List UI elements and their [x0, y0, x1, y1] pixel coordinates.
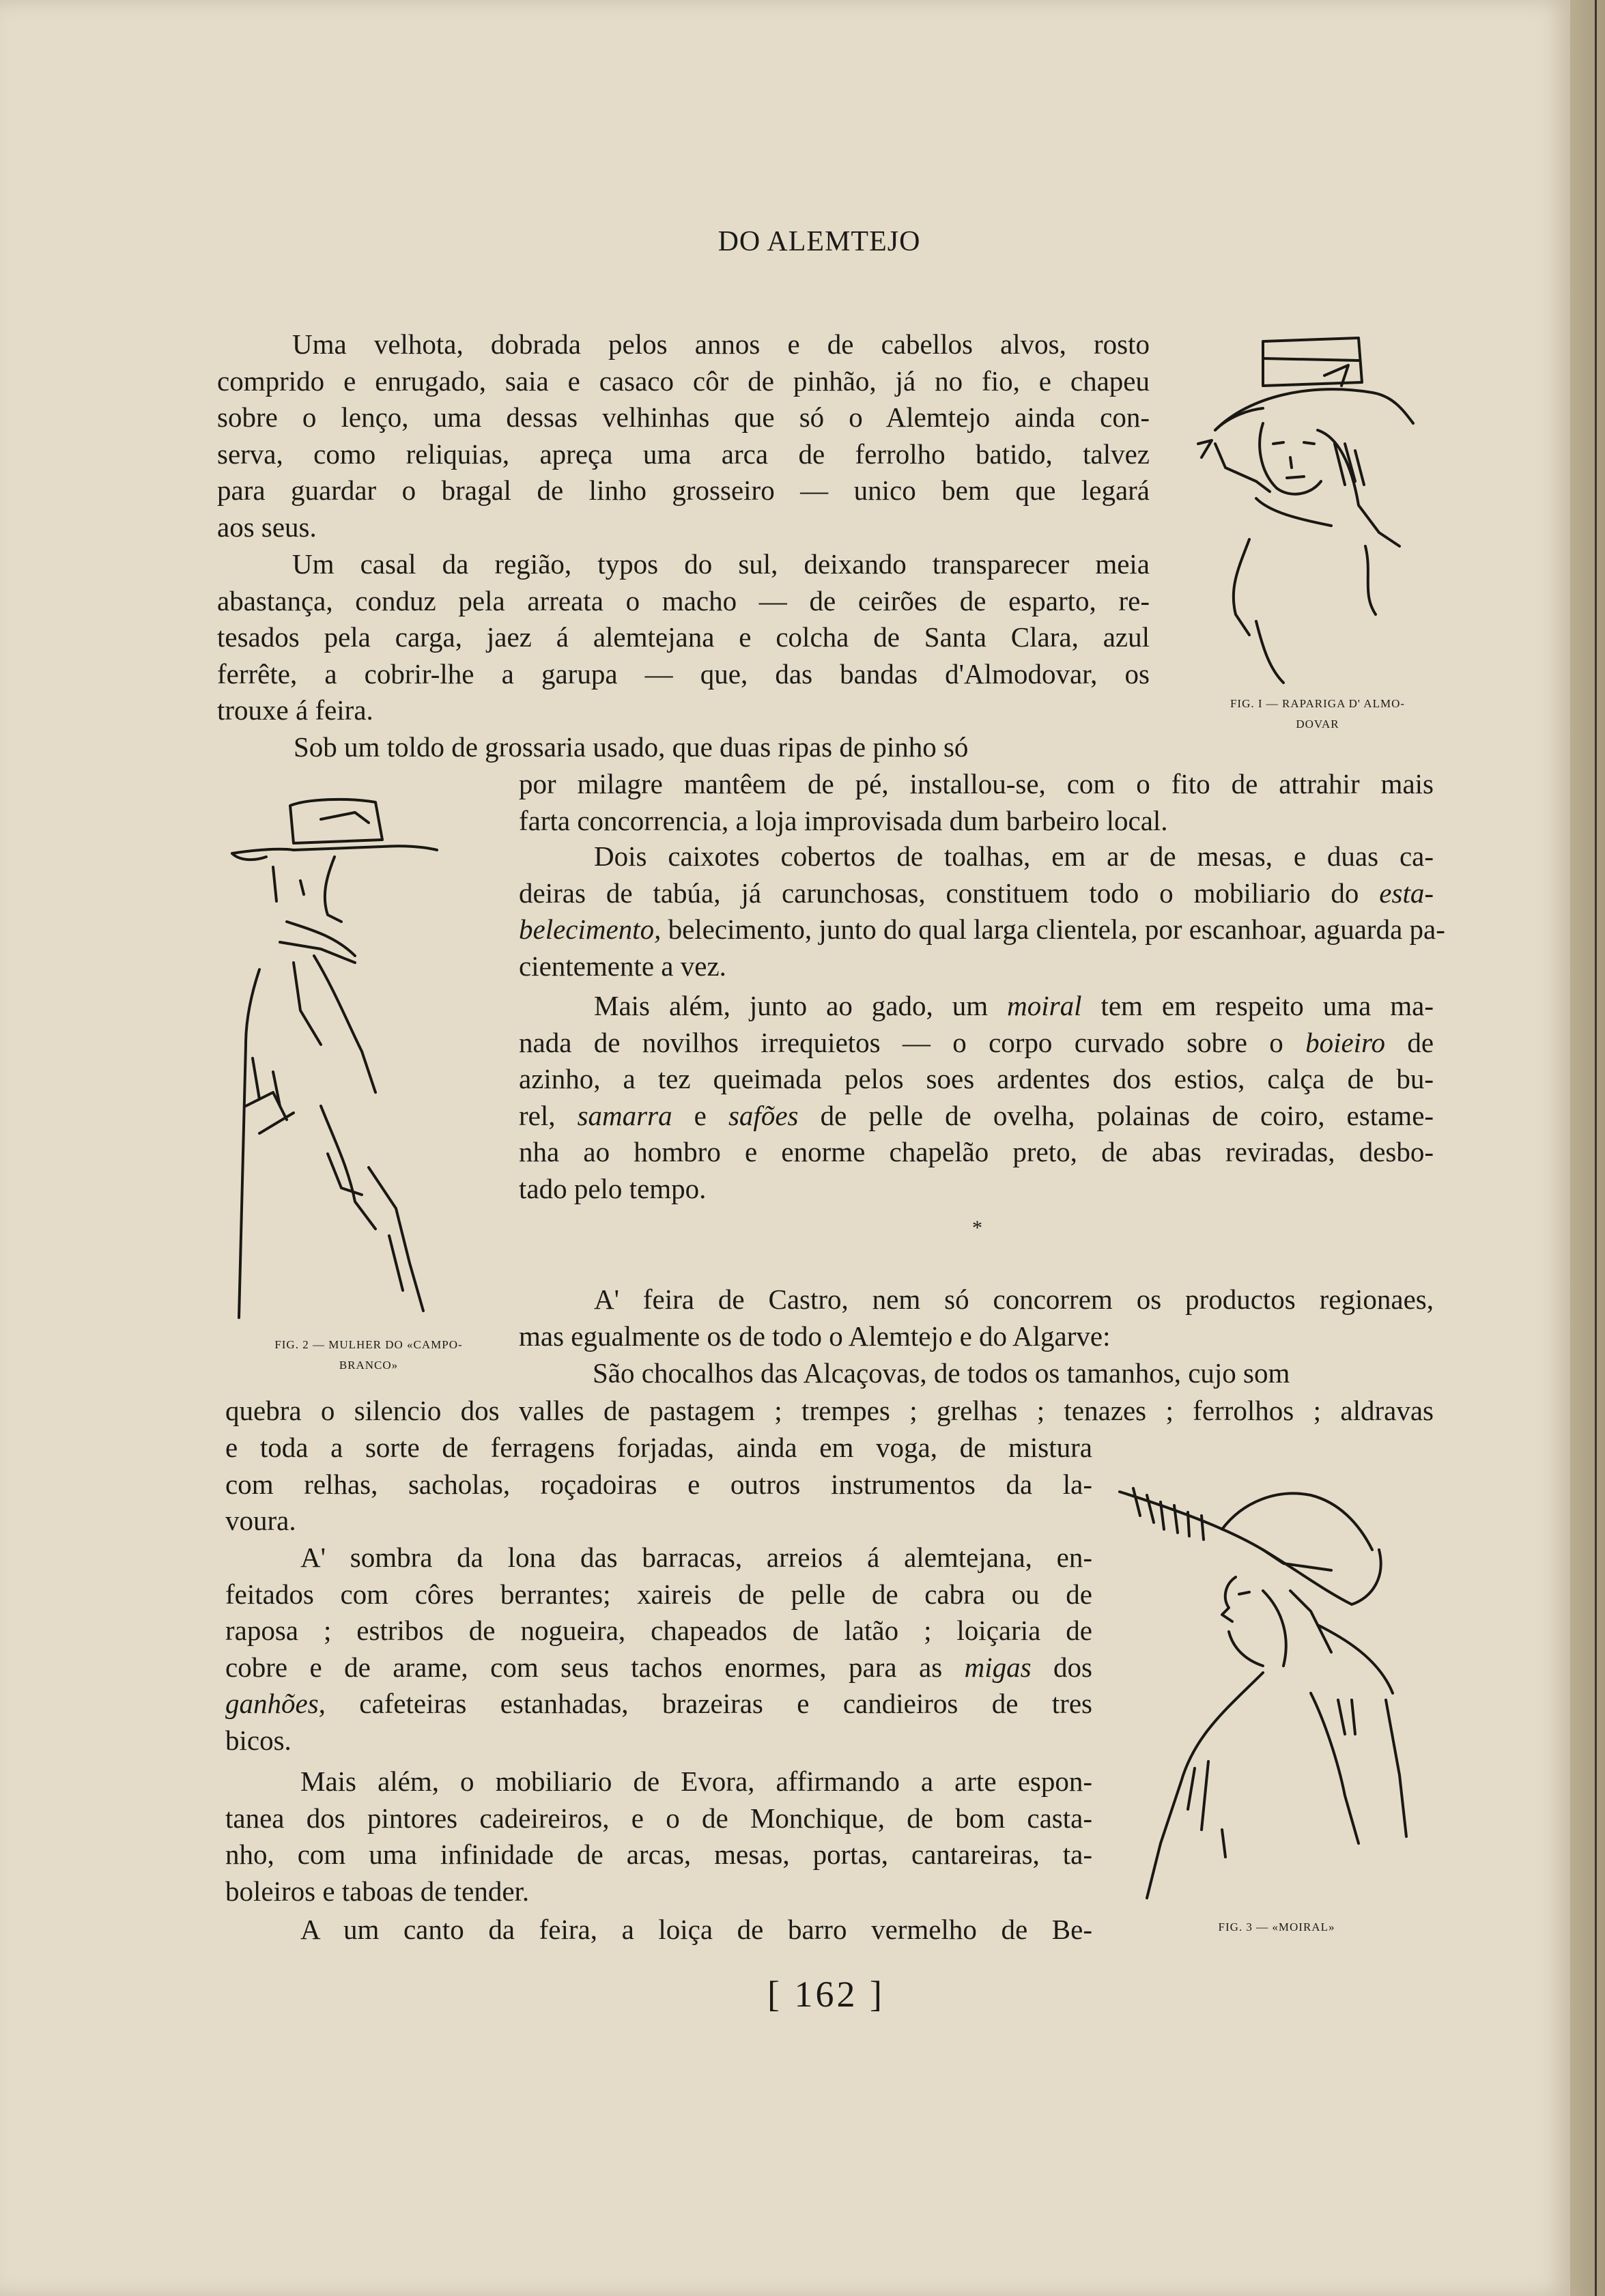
page-border-line	[1595, 0, 1597, 2296]
figure-2-woman-illustration	[218, 785, 505, 1318]
text-line: Sob um toldo de grossaria usado, que duas ripas de pinho só	[294, 731, 969, 763]
italic-word: esta-	[1379, 877, 1434, 909]
text-line: boleiros e taboas de tender.	[225, 1875, 530, 1907]
caption-line: FIG. 2 — MULHER DO «CAMPO-	[274, 1338, 463, 1351]
text-line: tado pelo tempo.	[519, 1172, 707, 1204]
paragraph-old-woman	[217, 326, 1150, 546]
paragraph-pottery	[225, 1912, 1092, 1948]
paragraph-barber	[519, 766, 1434, 839]
text-line: deiras de tabúa, já carunchosas, constituem todo o mobiliario do esta-	[519, 877, 1434, 909]
paragraph-evora-furniture	[225, 1763, 1092, 1910]
text-line: abastança, conduz pela arreata o macho — de ceirões de esparto, re-	[217, 584, 1150, 616]
figure-1-caption	[1188, 694, 1447, 735]
text-line: serva, como reliquias, apreça uma arca de ferrolho batido, talvez	[217, 438, 1150, 470]
text-line: Mais além, junto ao gado, um moiral tem em respeito uma ma-	[594, 990, 1434, 1021]
italic-word: belecimento,	[519, 913, 662, 946]
text-line: trouxe á feira.	[217, 694, 373, 726]
text-line: Um casal da região, typos do sul, deixando transparecer meia	[292, 548, 1150, 580]
text-line: rel, samarra e safões de pelle de ovelha, polainas de coiro, estame-	[519, 1099, 1434, 1131]
figure-3-caption: FIG. 3 — «MOIRAL»	[1218, 1921, 1335, 1933]
paragraph-harness	[225, 1540, 1092, 1759]
text-line: Uma velhota, dobrada pelos annos e de cabellos alvos, rosto	[292, 328, 1150, 360]
text-line: comprido e enrugado, saia e casaco côr de pinhão, já no fio, e chapeu	[217, 365, 1150, 397]
paragraph-couple	[217, 546, 1150, 729]
caption-line: FIG. I — RAPARIGA D' ALMO-	[1230, 697, 1406, 710]
text-line: e toda a sorte de ferragens forjadas, ainda em voga, de mistura	[225, 1432, 1092, 1463]
text-line: sobre o lenço, uma dessas velhinhas que só o Alemtejo ainda con-	[217, 401, 1150, 434]
text-line: nho, com uma infinidade de arcas, mesas, portas, cantareiras, ta-	[225, 1839, 1092, 1871]
section-asterisk: *	[972, 1217, 982, 1239]
text-line: nada de novilhos irrequietos — o corpo curvado sobre o boieiro de	[519, 1026, 1434, 1058]
paragraph-furniture	[519, 838, 1445, 984]
text-line: A' feira de Castro, nem só concorrem os productos regionaes,	[594, 1284, 1434, 1315]
text-line: azinho, a tez queimada pelos soes ardentes dos estios, calça de bu-	[519, 1063, 1434, 1095]
page-edge	[1570, 0, 1605, 2296]
figure-2-caption	[225, 1335, 512, 1376]
text-line: cientemente a vez.	[519, 950, 726, 982]
text-line: São chocalhos das Alcaçovas, de todos os tamanhos, cujo som	[593, 1357, 1290, 1389]
paragraph-bells-wide	[225, 1393, 1434, 1430]
paragraph-barber-first-line	[294, 729, 1202, 766]
paragraph-herdsman	[519, 988, 1434, 1208]
text-line: ganhões, cafeteiras estanhadas, brazeiras e candieiros de tres	[225, 1688, 1092, 1720]
text-line: feitados com côres berrantes; xaireis de pelle de cabra ou de	[225, 1578, 1092, 1610]
paragraph-bells	[225, 1430, 1092, 1540]
text-line: Dois caixotes cobertos de toalhas, em ar de mesas, e duas ca-	[594, 840, 1434, 872]
text-line: nha ao hombro e enorme chapelão preto, de abas reviradas, desbo-	[519, 1136, 1434, 1168]
text-line: para guardar o bragal de linho grosseiro — unico bem que legará	[217, 474, 1150, 507]
text-line: farta concorrencia, a loja improvisada dum barbeiro local.	[519, 804, 1168, 836]
paragraph-bells-first-line	[593, 1355, 1434, 1392]
text-line: ferrête, a cobrir-lhe a garupa — que, das bandas d'Almodovar, os	[217, 657, 1150, 690]
text-line: tanea dos pintores cadeireiros, e o de Monchique, de bom casta-	[225, 1802, 1092, 1834]
caption-line: DOVAR	[1296, 718, 1339, 731]
text-line: belecimento, belecimento, junto do qual larga clientela, por escanhoar, aguarda pa-	[519, 913, 1445, 946]
figure-1-girl-illustration	[1174, 328, 1447, 696]
text-line: A' sombra da lona das barracas, arreios á alemtejana, en-	[300, 1542, 1092, 1573]
text-line: A um canto da feira, a loiça de barro vermelho de Be-	[300, 1914, 1092, 1945]
text-line: por milagre mantêem de pé, installou-se, com o fito de attrahir mais	[519, 768, 1434, 799]
paragraph-castro-fair	[519, 1281, 1434, 1355]
text-line: voura.	[225, 1505, 296, 1537]
text-line: quebra o silencio dos valles de pastagem ; trempes ; grelhas ; tenazes ; ferrolhos ; aldravas	[225, 1395, 1434, 1426]
page-number: [ 162 ]	[767, 1974, 885, 2015]
text-line: Mais além, o mobiliario de Evora, affirmando a arte espon-	[300, 1766, 1092, 1797]
running-header: DO ALEMTEJO	[718, 226, 921, 257]
text-line: bicos.	[225, 1724, 292, 1756]
text-line: tesados pela carga, jaez á alemtejana e colcha de Santa Clara, azul	[217, 621, 1150, 653]
text-line: cobre e de arame, com seus tachos enormes, para as migas dos	[225, 1651, 1093, 1683]
text-line: mas egualmente os de todo o Alemtejo e do Algarve:	[519, 1320, 1111, 1352]
text-line: aos seus.	[217, 511, 317, 543]
text-line: raposa ; estribos de nogueira, chapeados de latão ; loiçaria de	[225, 1615, 1092, 1647]
caption-line: BRANCO»	[339, 1359, 399, 1372]
figure-3-herdsman-illustration	[1106, 1475, 1427, 1912]
text-line: com relhas, sacholas, roçadoiras e outros instrumentos da la-	[225, 1468, 1092, 1500]
